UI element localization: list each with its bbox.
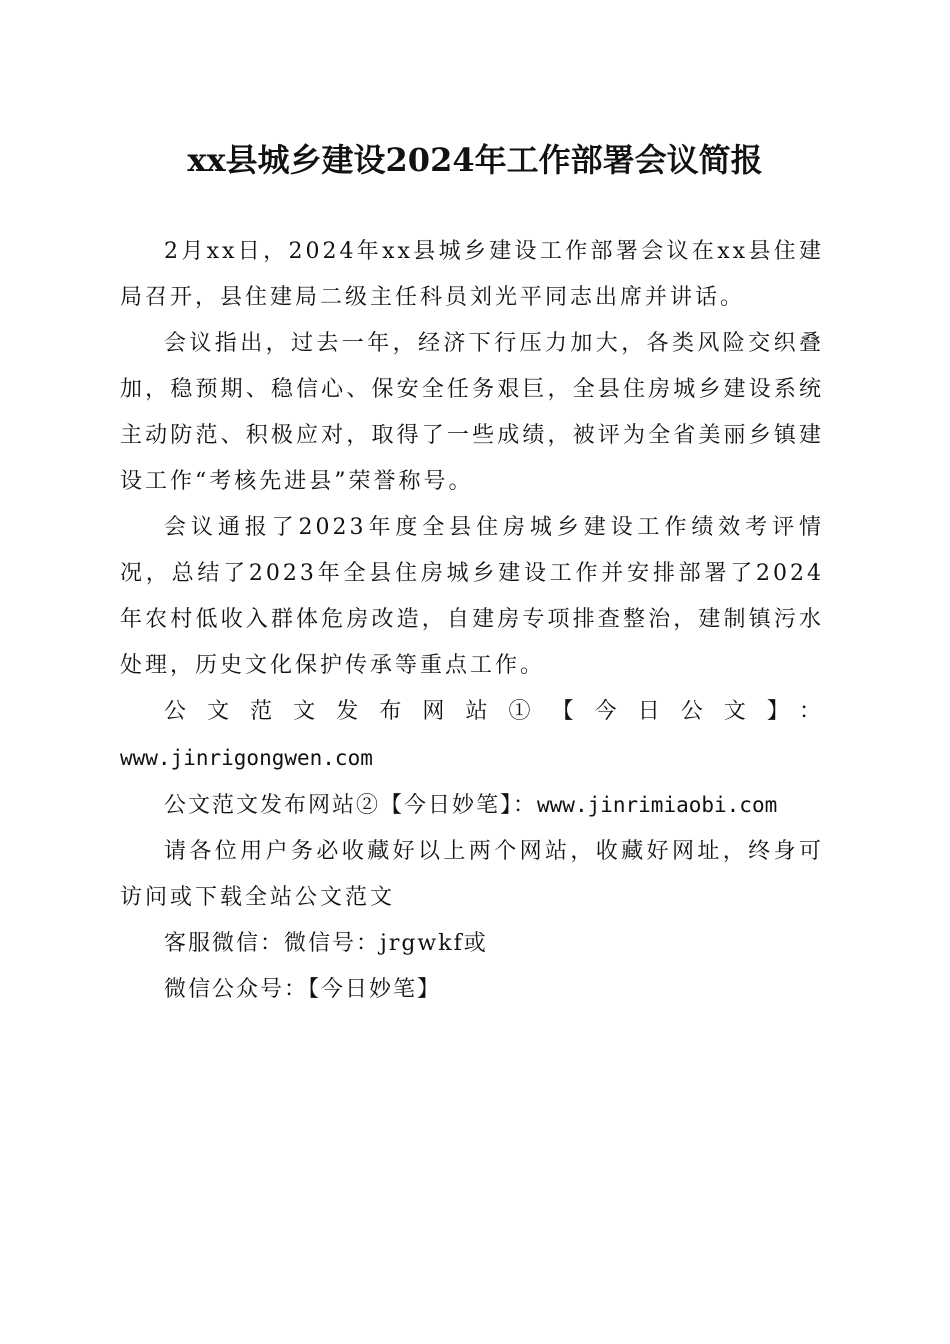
service-line: 客服微信：微信号：jrgwkf或 bbox=[164, 931, 488, 956]
paragraph-report: 会议通报了2023年度全县住房城乡建设工作绩效考评情况，总结了2023年全县住房城乡建设工作并安排部署了2024年农村低收入群体危房改造，自建房专项排查整治，建制镇污水处理，历史文化保护传承等重点工作。 bbox=[120, 515, 824, 678]
paragraph-review: 会议指出，过去一年，经济下行压力加大，各类风险交织叠加，稳预期、稳信心、保安全任务艰巨，全县住房城乡建设系统主动防范、积极应对，取得了一些成绩，被评为全省美丽乡镇建设工作“考核先进县”荣誉称号。 bbox=[120, 331, 824, 494]
wechat-line: 微信公众号：【今日妙笔】 bbox=[164, 977, 442, 1002]
site2-line bbox=[120, 782, 824, 829]
paragraph-intro: 2月xx日，2024年xx县城乡建设工作部署会议在xx县住建局召开，县住建局二级主任科员刘光平同志出席并讲话。 bbox=[120, 239, 824, 310]
site2-url[interactable]: www.jinrimiaobi.com bbox=[537, 793, 778, 817]
document-title: xx县城乡建设2024年工作部署会议简报 bbox=[187, 141, 763, 179]
site1-label: 公文范文发布网站①【今日公文】： bbox=[164, 699, 824, 724]
site1-url[interactable]: www.jinrigongwen.com bbox=[120, 746, 373, 770]
site2-label: 公文范文发布网站②【今日妙笔】： bbox=[164, 793, 538, 818]
paragraph-notice: 请各位用户务必收藏好以上两个网站，收藏好网址，终身可访问或下载全站公文范文 bbox=[120, 839, 824, 910]
site1-url-line bbox=[120, 735, 824, 782]
document-body bbox=[120, 229, 824, 1013]
